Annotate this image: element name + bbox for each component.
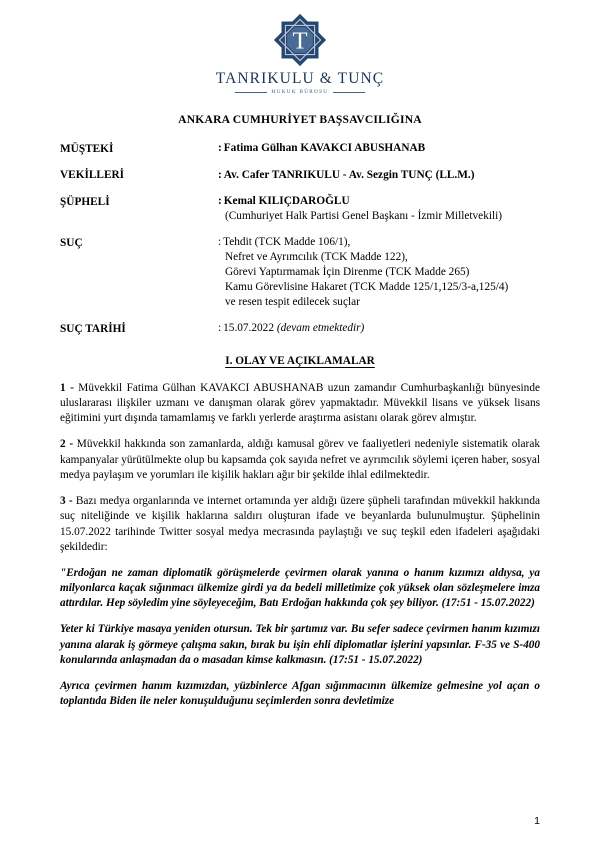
paragraph-2-text: Müvekkil hakkında son zamanlarda, aldığı kamusal görev ve faaliyetleri nedeniyle sistematik olarak kampanyalar yürütülmekte olup bu kapsamda çok sayıda nefret ve ayrımcılık söylemi içeren haber, sosyal medya paylaşım ve yorumları ile kişilik hakları ağır bir şekilde ihlal edilmektedir. xyxy=(60,438,540,481)
vekiller-names: Av. Cafer TANRIKULU - Av. Sezgin TUNÇ (LL.M.) xyxy=(223,168,475,181)
section-heading: I. OLAY VE AÇIKLAMALAR xyxy=(225,354,375,367)
page-number: 1 xyxy=(534,815,540,827)
field-row-suc-tarihi xyxy=(60,321,540,337)
svg-text:T: T xyxy=(292,27,308,55)
field-value-musteki: : Fatima Gülhan KAVAKCI ABUSHANAB xyxy=(218,142,426,154)
field-row-musteki xyxy=(60,141,540,157)
field-row-supheli xyxy=(60,194,540,224)
field-row-vekiller xyxy=(60,168,540,184)
firm-subtitle-row xyxy=(60,89,540,95)
supheli-role: (Cumhuriyet Halk Partisi Genel Başkanı - İzmir Milletvekili) xyxy=(225,210,503,223)
suc-line-2: Nefret ve Ayrımcılık (TCK Madde 122), xyxy=(225,251,408,264)
firm-name: TANRIKULU & TUNÇ xyxy=(215,70,385,87)
quote-2: Yeter ki Türkiye masaya yeniden otursun. Tek bir şartımız var. Bu sefer sadece çevirmen hanım kızımızı yanına alarak iş görmeye çalışma sakın, bırak bu işin ehli diplomatlar işlerini yapsınlar. F-35 ve S-400 konularında anlaşmadan da o masadan kimse kalkmasın. (17:51 - 15.07.2022) xyxy=(60,623,540,666)
firm-subtitle: HUKUK BÜROSU xyxy=(271,89,329,95)
field-value-supheli: : Kemal KILIÇDAROĞLU (Cumhuriyet Halk Partisi Genel Başkanı - İzmir Milletvekili) xyxy=(218,194,540,224)
suc-tarihi-note: (devam etmektedir) xyxy=(276,322,365,335)
field-value-suc: : Tehdit (TCK Madde 106/1), Nefret ve Ayrımcılık (TCK Madde 122), Görevi Yaptırmamak İçin Direnme (TCK Madde 265) Kamu Görevlisine Hakaret (TCK Madde 125/1,125/3-a,125/4) ve resen tespit edilecek suçlar xyxy=(218,235,540,310)
paragraph-2 xyxy=(60,437,540,483)
paragraph-1 xyxy=(60,381,540,427)
field-value-vekiller: : Av. Cafer TANRIKULU - Av. Sezgin TUNÇ (LL.M.) xyxy=(218,168,475,181)
paragraph-3 xyxy=(60,494,540,555)
suc-line-4: Kamu Görevlisine Hakaret (TCK Madde 125/1,125/3-a,125/4) xyxy=(225,281,509,294)
field-label-suc: SUÇ xyxy=(60,236,83,249)
rule-left xyxy=(235,92,267,93)
field-row-suc xyxy=(60,235,540,310)
field-label-supheli: ŞÜPHELİ xyxy=(60,195,110,208)
field-value-suc-tarihi: : 15.07.2022 (devam etmektedir) xyxy=(218,322,365,335)
suc-line-3: Görevi Yaptırmamak İçin Direnme (TCK Madde 265) xyxy=(225,266,470,279)
quote-3: Ayrıca çevirmen hanım kızımızdan, yüzbinlerce Afgan sığınmacının ülkemize gelmesine yol açan o toplantıda Biden ile neler konuşulduğunu seçimlerden sonra devletimize xyxy=(60,679,540,707)
suc-line-5: ve resen tespit edilecek suçlar xyxy=(225,296,360,309)
page-title: ANKARA CUMHURİYET BAŞSAVCILIĞINA xyxy=(178,113,422,126)
paragraph-1-text: Müvekkil Fatima Gülhan KAVAKCI ABUSHANAB uzun zamandır Cumhurbaşkanlığı bünyesinde uluslararası ilişkiler uzmanı ve danışman olarak görev yapmaktadır. Müvekkil lisans ve yüksek lisans eğitimini yurt dışında tamamlamış ve farklı yerlerde araştırma asistanı olarak görev almıştır. xyxy=(60,381,540,425)
musteki-name: Fatima Gülhan KAVAKCI ABUSHANAB xyxy=(223,142,426,154)
rule-right xyxy=(333,92,365,93)
paragraph-3-text: Bazı medya organlarında ve internet ortamında yer aldığı üzere şüpheli tarafından müvekkil hakkında suç niteliğinde ve kişilik haklarına saldırı oluşturan ifade ve beyanlarda bulunulmuştur. Şüphelinin 15.07.2022 tarihinde Twitter sosyal medya mecrasında paylaştığı ve suç teşkil eden ifadeleri aşağıdaki şekildedir: xyxy=(60,495,540,553)
paragraph-3-number: 3 - xyxy=(60,495,73,508)
field-label-vekiller: VEKİLLERİ xyxy=(60,169,125,182)
case-fields xyxy=(60,141,540,337)
field-label-musteki: MÜŞTEKİ xyxy=(60,142,114,155)
suc-tarihi-date: 15.07.2022 xyxy=(223,322,274,335)
letterhead xyxy=(60,0,540,95)
quote-1: "Erdoğan ne zaman diplomatik görüşmelerde çevirmen olarak yanına o hanım kızımızı aldıysa, ya milyonlarca kaçak sığınmacı ülkemize girdi ya da bedeli milletimize çok yüksek olan sözleşmelere imza attırdılar. Hep söyledim yine söyleyeceğim, Batı Erdoğan hakkında çok şey biliyor. (17:51 - 15.07.2022) xyxy=(60,567,540,610)
tanrikulu-tunc-star-monogram-logo-icon xyxy=(272,12,328,68)
field-label-suc-tarihi: SUÇ TARİHİ xyxy=(60,322,126,335)
supheli-name: Kemal KILIÇDAROĞLU xyxy=(223,195,350,208)
paragraph-2-number: 2 - xyxy=(60,438,74,451)
suc-line-1: Tehdit (TCK Madde 106/1), xyxy=(223,236,351,249)
paragraph-1-number: 1 - xyxy=(60,381,74,394)
